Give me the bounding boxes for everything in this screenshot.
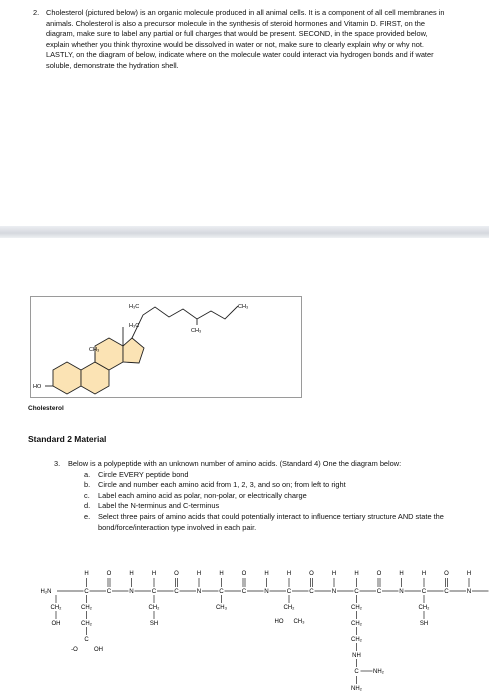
question-3-intro: Below is a polypeptide with an unknown number of amino acids. (Standard 4) One the diagram below: bbox=[68, 459, 402, 468]
carbonyl-oxygen: O bbox=[376, 571, 382, 577]
side-chain-group: SH bbox=[149, 621, 159, 627]
side-chain-group: CH₂ bbox=[81, 621, 92, 627]
question-2 bbox=[33, 8, 446, 72]
side-chain-group: CH₃ bbox=[215, 605, 228, 611]
amino-group-bottom: NH₂ bbox=[351, 686, 362, 692]
ch3-right-label: CH₃ bbox=[238, 304, 249, 310]
n-terminus-label: H₂N bbox=[40, 589, 52, 595]
alpha-hydrogen: H bbox=[219, 571, 224, 577]
peptide-backbone bbox=[41, 571, 489, 595]
h3c-top-label: H₃C bbox=[129, 304, 140, 310]
amide-hydrogen: H bbox=[466, 571, 472, 577]
carboxylate-oxygen: -O bbox=[71, 647, 78, 653]
backbone-atom: N bbox=[331, 588, 337, 595]
ring-d bbox=[123, 338, 144, 363]
ring-a bbox=[53, 362, 81, 394]
carbonyl-oxygen: O bbox=[309, 571, 314, 577]
backbone-atom: C bbox=[84, 588, 89, 595]
carbonyl-oxygen: O bbox=[106, 571, 112, 577]
backbone-atom: C bbox=[106, 588, 112, 595]
guanidino-carbon: C bbox=[354, 669, 359, 675]
task-item: d. Label the N-terminus and C-terminus bbox=[84, 501, 220, 511]
carboxyl-oh: OH bbox=[94, 647, 103, 653]
side-chain-group: CH₂ bbox=[351, 637, 362, 643]
side-chain-group: SH bbox=[419, 621, 429, 627]
section-divider bbox=[0, 226, 489, 238]
backbone-atom: C bbox=[376, 588, 382, 595]
amide-hydrogen: H bbox=[331, 571, 337, 577]
question-2-number: 2. bbox=[33, 8, 40, 17]
backbone-atom: C bbox=[444, 588, 449, 595]
amide-hydrogen: H bbox=[264, 571, 269, 577]
carbonyl-oxygen: O bbox=[174, 571, 179, 577]
h3c-mid-label: H₃C bbox=[129, 323, 140, 329]
cholesterol-structure bbox=[31, 297, 301, 397]
side-chain-group: CH₂ bbox=[283, 605, 295, 611]
backbone-atom: C bbox=[286, 588, 292, 595]
side-chain-group: CH₂ bbox=[351, 605, 362, 611]
side-chain-group: CH₂ bbox=[148, 605, 160, 611]
backbone-atom: C bbox=[151, 588, 157, 595]
backbone-atom: C bbox=[354, 588, 359, 595]
amino-group-right: NH₂ bbox=[373, 669, 384, 675]
side-chain-group: CH₂ bbox=[351, 621, 362, 627]
side-chain-group: CH₂ bbox=[50, 605, 62, 611]
backbone-atom: N bbox=[196, 588, 202, 595]
carboxyl-carbon: C bbox=[84, 637, 89, 643]
backbone-atom: C bbox=[219, 588, 224, 595]
backbone-atom: C bbox=[174, 588, 179, 595]
threonine-methyl: CH₃ bbox=[293, 619, 305, 625]
peptide-side-chains bbox=[51, 595, 489, 692]
amide-hydrogen: H bbox=[129, 571, 134, 577]
ch3-ring-label: CH₃ bbox=[89, 347, 100, 353]
backbone-atom: N bbox=[399, 588, 404, 595]
question-3-task-list bbox=[68, 470, 448, 534]
carbonyl-oxygen: O bbox=[444, 571, 449, 577]
carbonyl-oxygen: O bbox=[241, 571, 247, 577]
backbone-atom: N bbox=[264, 588, 269, 595]
ch3-branch-label: CH₃ bbox=[191, 328, 202, 334]
question-3 bbox=[54, 459, 448, 533]
task-item: a. Circle EVERY peptide bond bbox=[84, 469, 189, 479]
question-2-text: Cholesterol (pictured below) is an organic molecule produced in all animal cells. It is a component of all cell membranes in animals. Cholesterol is also a precursor molecule in the synthesis of steroid hormones and Vitamin D. FIRST, on the diagram, make sure to label any partial or full charges that would be present. SECOND, in the space provided below, explain whether you think thyroxine would be dissolved in water or not, make sure to clearly explain why or why not. LASTLY, on the diagram of below, indicate where on the molecule water could interact via hydrogen bonds and if water soluble, demonstrate the hydration shell. bbox=[46, 8, 445, 70]
alpha-hydrogen: H bbox=[286, 571, 292, 577]
alpha-hydrogen: H bbox=[354, 571, 359, 577]
alpha-hydrogen: H bbox=[84, 571, 89, 577]
side-chain-group: NH bbox=[352, 653, 361, 659]
alpha-hydrogen: H bbox=[421, 571, 427, 577]
amide-hydrogen: H bbox=[196, 571, 202, 577]
threonine-hydroxyl: HO bbox=[274, 619, 284, 625]
side-chain-group: OH bbox=[51, 621, 61, 627]
backbone-atom: C bbox=[421, 588, 427, 595]
standard-2-title: Standard 2 Material bbox=[28, 434, 107, 444]
cholesterol-caption: Cholesterol bbox=[28, 405, 64, 412]
task-item: e. Select three pairs of amino acids that could potentially interact to influence tertiary structure AND state the bond/force/interaction type involved in each pair. bbox=[84, 511, 444, 532]
question-3-number: 3. bbox=[54, 459, 61, 468]
ho-label: HO bbox=[33, 384, 42, 390]
side-chain-group: CH₂ bbox=[418, 605, 430, 611]
backbone-atom: N bbox=[129, 588, 134, 595]
backbone-atom: N bbox=[466, 588, 472, 595]
polypeptide-diagram bbox=[34, 566, 472, 698]
backbone-atom: C bbox=[241, 588, 247, 595]
task-item: b. Circle and number each amino acid from 1, 2, 3, and so on; from left to right bbox=[84, 480, 346, 490]
backbone-atom: C bbox=[309, 588, 314, 595]
cholesterol-diagram bbox=[30, 296, 302, 398]
task-item: c. Label each amino acid as polar, non-polar, or electrically charge bbox=[84, 490, 307, 500]
side-chain-group: CH₂ bbox=[81, 605, 92, 611]
amide-hydrogen: H bbox=[399, 571, 404, 577]
alpha-hydrogen: H bbox=[151, 571, 157, 577]
